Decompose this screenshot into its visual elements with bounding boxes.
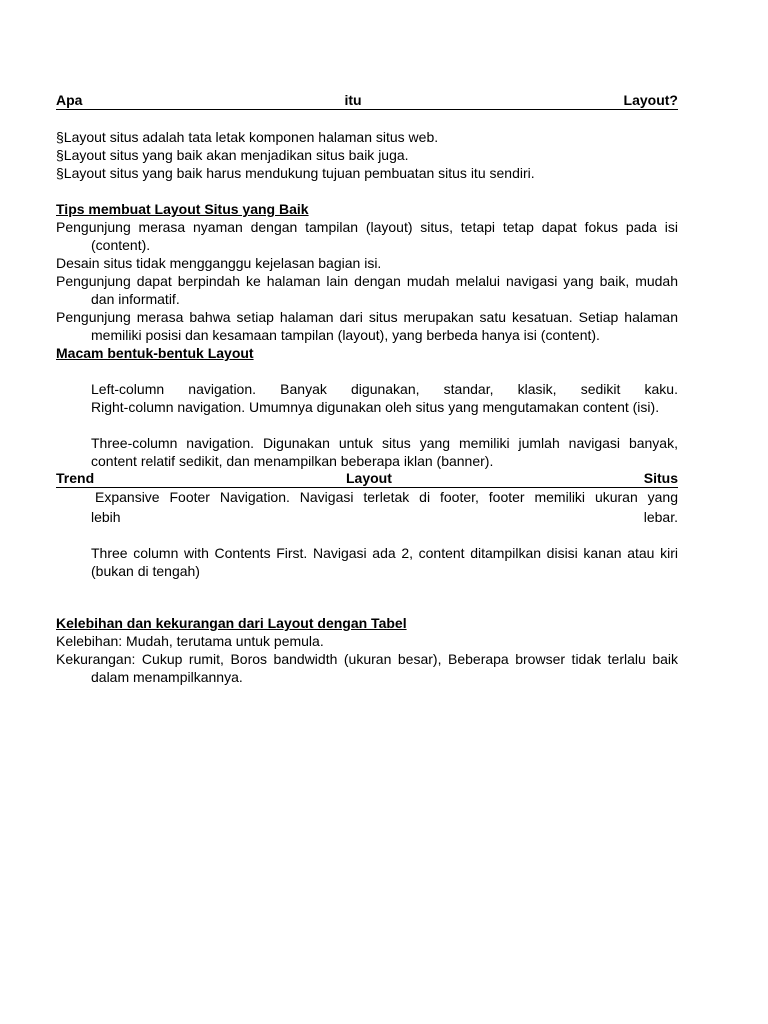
macam-heading: Macam bentuk-bentuk Layout bbox=[56, 345, 254, 361]
intro-item-2: §Layout situs yang baik akan menjadikan situs baik juga. bbox=[56, 147, 409, 163]
kelebihan-item: Kelebihan: Mudah, terutama untuk pemula. bbox=[56, 633, 324, 649]
title-word-1: Apa bbox=[56, 92, 83, 108]
footer-line-1: Expansive Footer Navigation. Navigasi terletak di footer, footer memiliki ukuran yang bbox=[95, 489, 678, 505]
three-column-item: Three-column navigation. Digunakan untuk situs yang memiliki jumlah navigasi banyak, content relatif sedikit, dan menampilkan beberapa iklan (banner). bbox=[91, 435, 678, 469]
expansive-footer-item bbox=[56, 488, 678, 526]
footer-word-2: lebar. bbox=[643, 509, 678, 525]
trend-word-2: Layout bbox=[346, 470, 392, 486]
left-column-item: Left-column navigation. Banyak digunakan, standar, klasik, sedikit kaku. bbox=[91, 381, 678, 397]
kekurangan-item: Kekurangan: Cukup rumit, Boros bandwidth (ukuran besar), Beberapa browser tidak terlalu baik dalam menampilkannya. bbox=[56, 651, 678, 685]
title-word-3: Layout? bbox=[623, 92, 678, 108]
intro-item-3: §Layout situs yang baik harus mendukung tujuan pembuatan situs itu sendiri. bbox=[56, 165, 535, 181]
trend-word-3: Situs bbox=[643, 470, 678, 486]
footer-line-2 bbox=[91, 508, 678, 526]
tips-item-2: Desain situs tidak mengganggu kejelasan bagian isi. bbox=[56, 255, 382, 271]
title-word-2: itu bbox=[344, 92, 362, 108]
title-line bbox=[56, 92, 678, 110]
trend-word-1: Trend bbox=[56, 470, 95, 486]
tips-item-1: Pengunjung merasa nyaman dengan tampilan (layout) situs, tetapi tetap dapat fokus pada isi (content). bbox=[56, 219, 678, 253]
contents-first-item: Three column with Contents First. Navigasi ada 2, content ditampilkan disisi kanan atau kiri (bukan di tengah) bbox=[91, 545, 678, 579]
right-column-item: Right-column navigation. Umumnya digunakan oleh situs yang mengutamakan content (isi). bbox=[91, 399, 660, 415]
tips-item-3: Pengunjung dapat berpindah ke halaman lain dengan mudah melalui navigasi yang baik, mudah dan informatif. bbox=[56, 273, 678, 307]
tips-heading: Tips membuat Layout Situs yang Baik bbox=[56, 201, 309, 217]
footer-word-1: lebih bbox=[91, 509, 121, 525]
tabel-heading: Kelebihan dan kekurangan dari Layout dengan Tabel bbox=[56, 615, 407, 631]
trend-heading bbox=[56, 470, 678, 488]
tips-item-4: Pengunjung merasa bahwa setiap halaman dari situs merupakan satu kesatuan. Setiap halaman memiliki posisi dan kesamaan tampilan (layout), yang berbeda hanya isi (content). bbox=[56, 309, 678, 343]
document-page bbox=[56, 92, 678, 686]
intro-item-1: §Layout situs adalah tata letak komponen halaman situs web. bbox=[56, 129, 439, 145]
